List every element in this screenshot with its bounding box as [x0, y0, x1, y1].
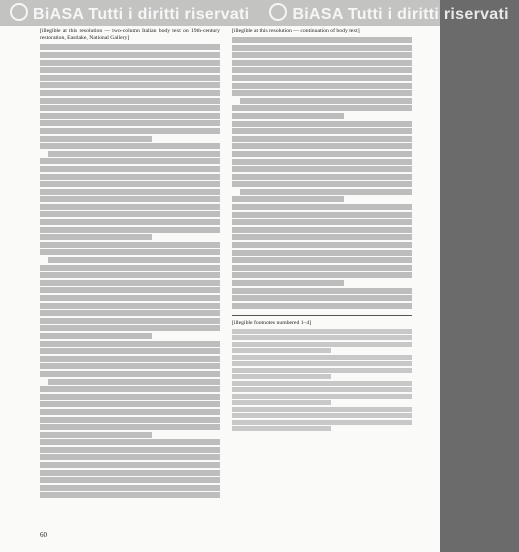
text-line [40, 462, 220, 468]
text-line [40, 82, 220, 88]
text-line [40, 394, 220, 400]
text-line [232, 37, 412, 43]
text-line [40, 492, 220, 498]
text-line [232, 212, 412, 218]
text-line [40, 318, 220, 324]
text-line [40, 227, 220, 233]
text-line [232, 105, 412, 111]
text-line [240, 98, 412, 104]
footnote-line [232, 374, 331, 379]
text-line [40, 386, 220, 392]
text-line [232, 181, 412, 187]
text-line [48, 151, 220, 157]
text-line [232, 75, 412, 81]
text-line [232, 295, 412, 301]
watermark-logo-icon [10, 3, 28, 21]
text-line [40, 60, 220, 66]
text-line [232, 60, 412, 66]
footnote-line [232, 335, 412, 340]
text-line [232, 67, 412, 73]
footnote-line [232, 361, 412, 366]
page-number: 60 [40, 531, 47, 539]
footnote-line [232, 407, 412, 412]
text-line [240, 189, 412, 195]
text-line [48, 379, 220, 385]
text-line [40, 166, 220, 172]
right-column-lines [232, 37, 412, 309]
text-line [40, 303, 220, 309]
footnote-line [232, 400, 331, 405]
text-line [232, 52, 412, 58]
text-line [40, 371, 220, 377]
footnote-lines [232, 329, 412, 432]
footnote-line [232, 426, 331, 431]
text-line [232, 45, 412, 51]
text-line [40, 356, 220, 362]
text-line [40, 432, 152, 438]
text-line [40, 242, 220, 248]
text-line [232, 219, 412, 225]
text-line [40, 211, 220, 217]
text-line [232, 227, 412, 233]
text-line [40, 477, 220, 483]
watermark-right: BiASA Tutti i diritti riservati [259, 3, 518, 24]
footnote-line [232, 342, 412, 347]
text-line [232, 204, 412, 210]
text-line [232, 234, 412, 240]
text-line [232, 280, 344, 286]
text-line [232, 288, 412, 294]
footnote-line [232, 348, 331, 353]
text-line [40, 120, 220, 126]
text-line [40, 265, 220, 271]
watermark-left: BiASA Tutti i diritti riservati [0, 3, 259, 24]
text-line [40, 363, 220, 369]
text-line [232, 272, 412, 278]
text-line [232, 90, 412, 96]
text-line [40, 409, 220, 415]
footnote-line [232, 413, 412, 418]
text-line [232, 83, 412, 89]
text-line [232, 250, 412, 256]
text-line [40, 128, 220, 134]
text-line [48, 257, 220, 263]
footnote-line [232, 394, 412, 399]
text-line [40, 113, 220, 119]
footnote-line [232, 387, 412, 392]
text-line [40, 310, 220, 316]
text-line [40, 204, 220, 210]
footnote-line [232, 368, 412, 373]
text-line [40, 219, 220, 225]
footnotes [232, 315, 412, 431]
text-line [40, 485, 220, 491]
watermark-logo-icon [269, 3, 287, 21]
text-line [232, 265, 412, 271]
text-line [40, 196, 220, 202]
text-line [232, 166, 412, 172]
text-line [232, 121, 412, 127]
text-line [40, 333, 152, 339]
text-line [40, 470, 220, 476]
watermark-banner [0, 0, 509, 26]
footnote-line [232, 420, 412, 425]
footnote-line [232, 381, 412, 386]
text-line [40, 401, 220, 407]
left-column-text: [illegible at this resolution — two-column Italian body text on 19th-century restoration, Eastlake, National Gallery] [40, 28, 220, 42]
text-line [40, 174, 220, 180]
text-line [232, 151, 412, 157]
text-line [40, 181, 220, 187]
two-column-body [40, 28, 412, 523]
text-line [40, 158, 220, 164]
text-line [232, 113, 344, 119]
left-column-lines [40, 44, 220, 498]
text-line [40, 424, 220, 430]
footnotes-text: [illegible footnotes numbered 1–4] [232, 319, 312, 326]
text-line [40, 98, 220, 104]
text-line [40, 325, 220, 331]
text-line [40, 105, 220, 111]
text-line [40, 249, 220, 255]
text-line [40, 143, 220, 149]
text-line [232, 242, 412, 248]
right-column [232, 28, 412, 523]
left-column [40, 28, 220, 523]
text-line [232, 128, 412, 134]
text-line [232, 136, 412, 142]
text-line [40, 341, 220, 347]
text-line [232, 143, 412, 149]
text-line [40, 44, 220, 50]
text-line [232, 303, 412, 309]
text-line [232, 159, 412, 165]
text-line [40, 454, 220, 460]
text-line [40, 447, 220, 453]
text-line [40, 295, 220, 301]
text-line [40, 75, 220, 81]
text-line [40, 52, 220, 58]
footnote-line [232, 329, 412, 334]
text-line [40, 280, 220, 286]
text-line [232, 257, 412, 263]
text-line [40, 234, 152, 240]
text-line [40, 90, 220, 96]
text-line [232, 174, 412, 180]
text-line [40, 417, 220, 423]
text-line [40, 189, 220, 195]
text-line [40, 67, 220, 73]
text-line [40, 439, 220, 445]
text-line [40, 348, 220, 354]
text-line [40, 272, 220, 278]
footnote-line [232, 355, 412, 360]
text-line [232, 196, 344, 202]
right-column-text: [illegible at this resolution — continuation of body text] [232, 28, 360, 34]
text-line [40, 287, 220, 293]
text-line [40, 136, 152, 142]
